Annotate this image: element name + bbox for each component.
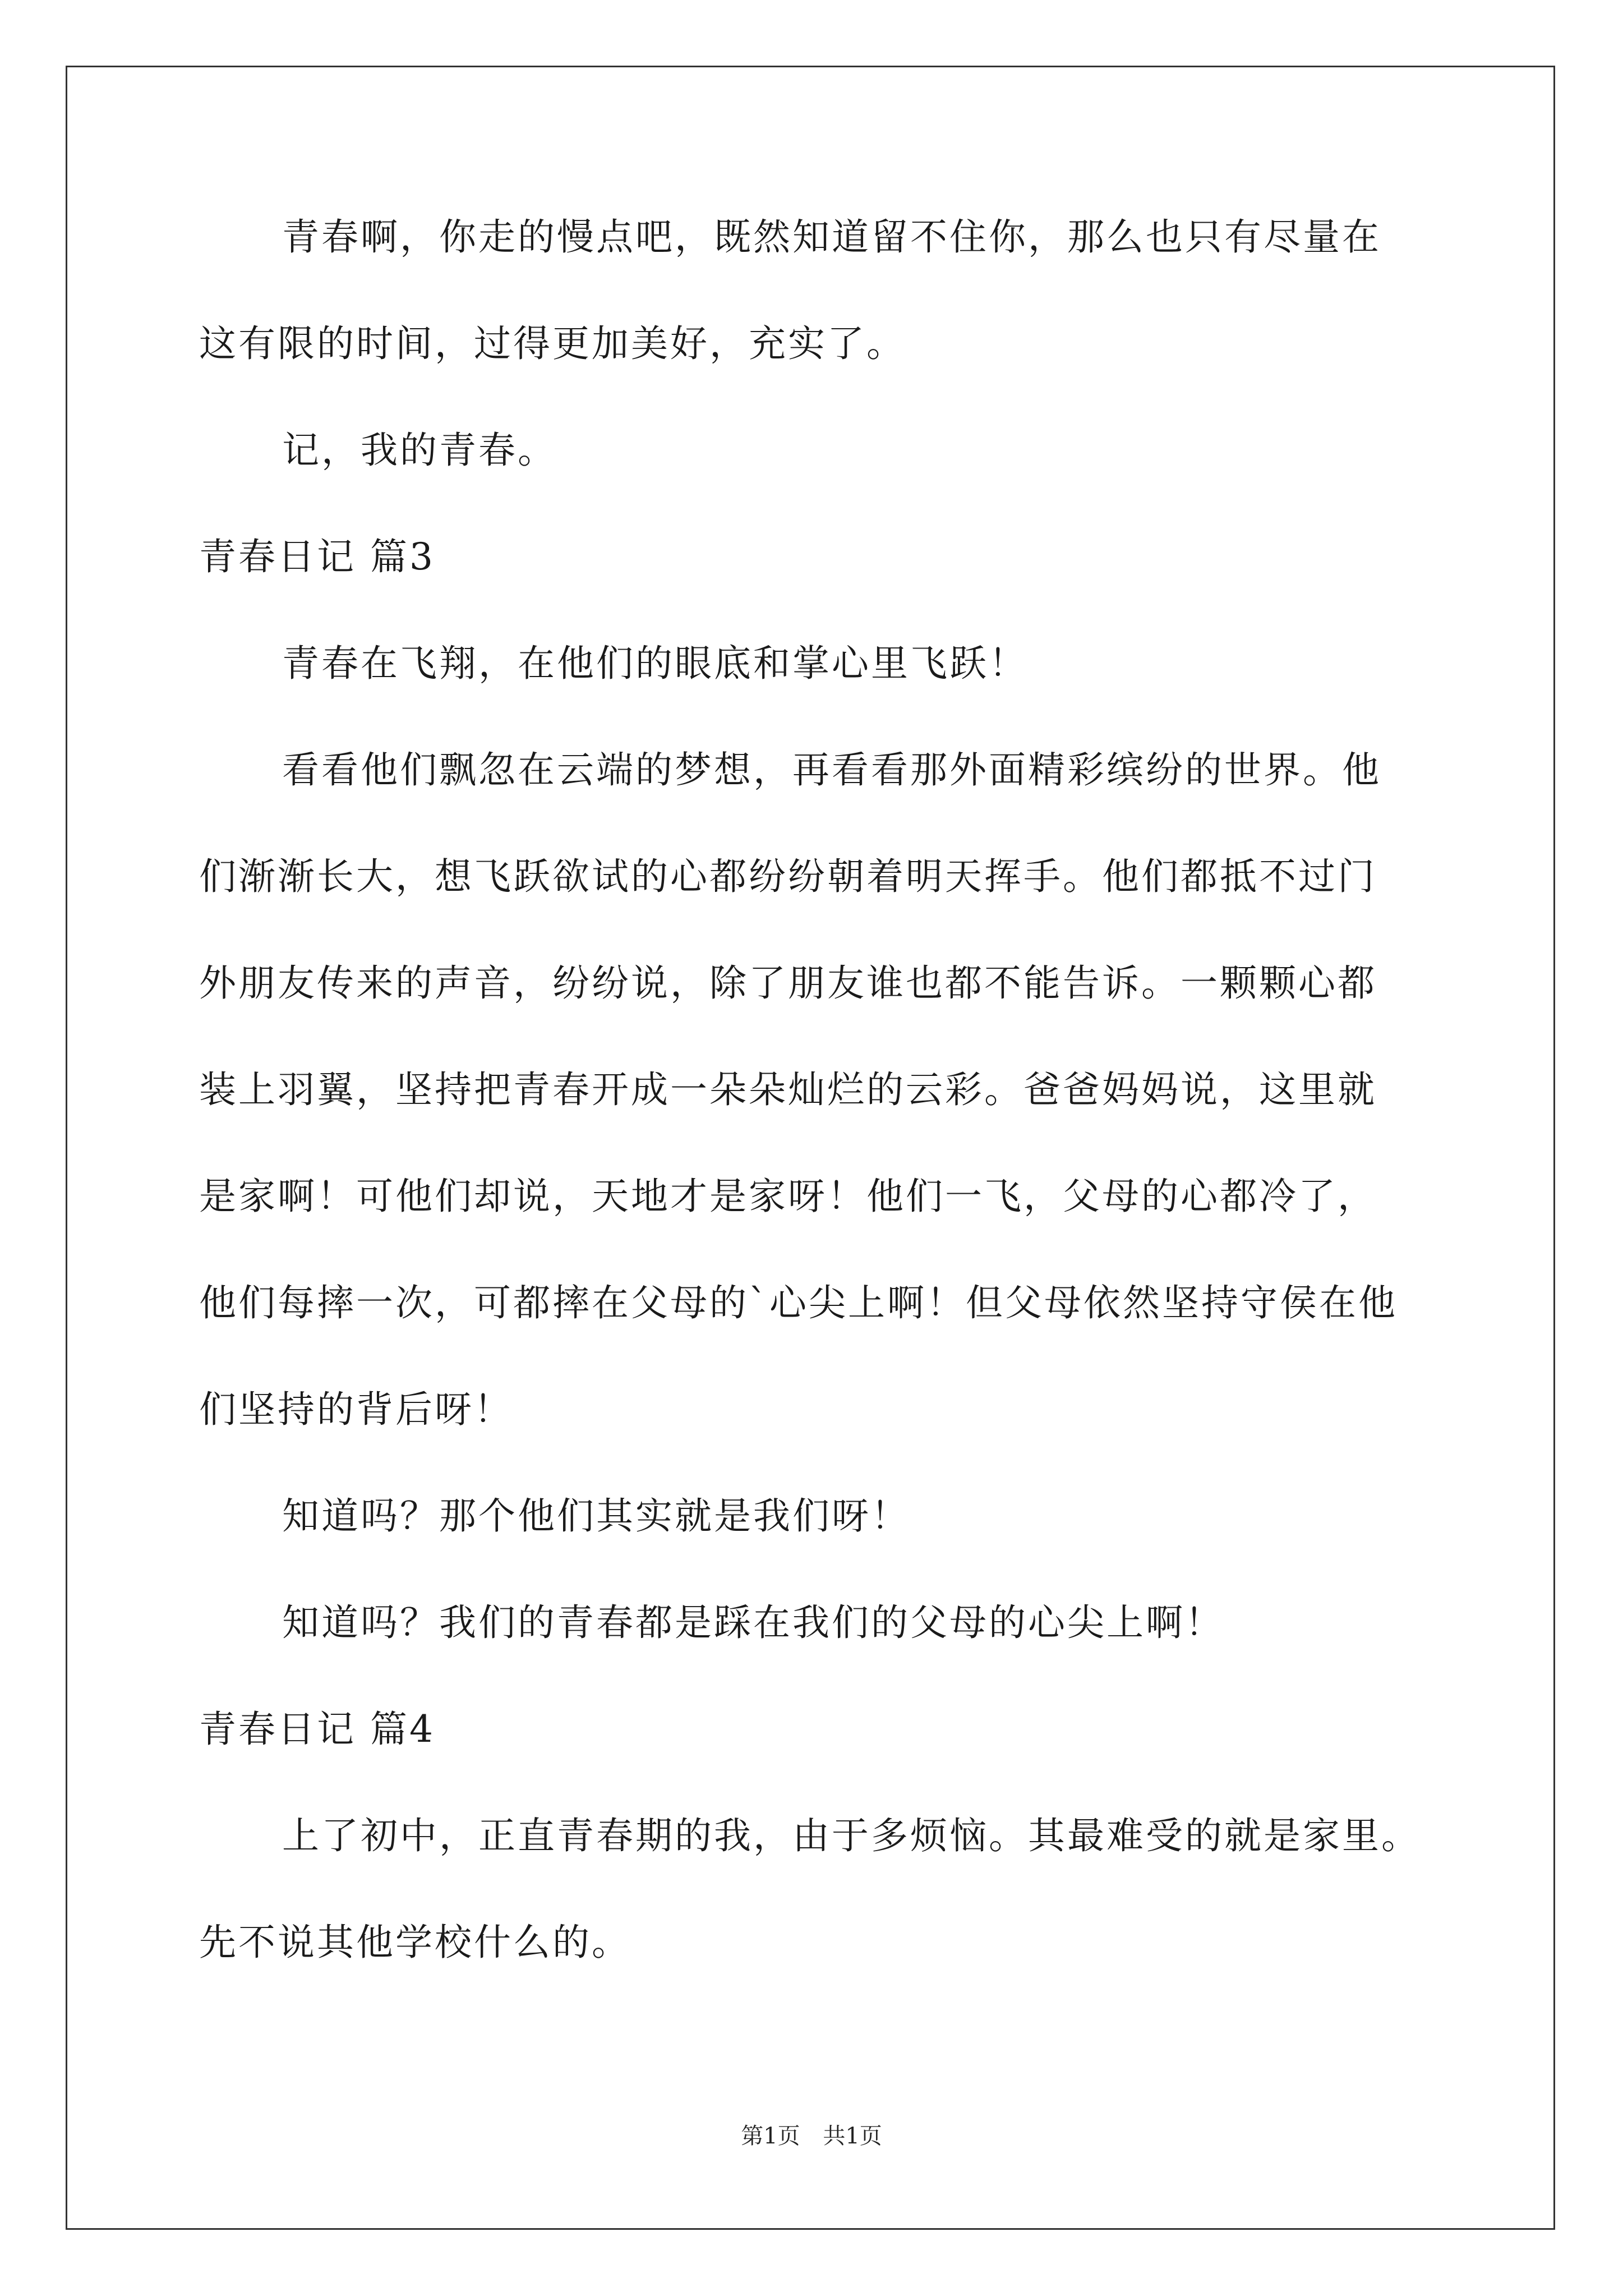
page-border: [66, 66, 1555, 2230]
paragraph-line: 记，我的青春。: [282, 429, 557, 472]
paragraph-line: 上了初中，正直青春期的我，由于多烦恼。其最难受的就是家里。: [282, 1814, 1421, 1857]
paragraph-line: 青春啊，你走的慢点吧，既然知道留不住你，那么也只有尽量在: [282, 215, 1381, 259]
paragraph-line: 青春在飞翔，在他们的眼底和掌心里飞跃！: [282, 642, 1028, 685]
section-heading: 青春日记 篇4: [199, 1708, 435, 1751]
paragraph-line: 知道吗？我们的青春都是踩在我们的父母的心尖上啊！: [282, 1601, 1224, 1644]
paragraph-line: 是家啊！可他们却说，天地才是家呀！他们一飞，父母的心都冷了，: [199, 1175, 1377, 1218]
paragraph-line: 们渐渐长大，想飞跃欲试的心都纷纷朝着明天挥手。他们都抵不过门: [199, 855, 1377, 898]
paragraph-line: 装上羽翼，坚持把青春开成一朵朵灿烂的云彩。爸爸妈妈说，这里就: [199, 1068, 1377, 1111]
paragraph-line: 外朋友传来的声音，纷纷说，除了朋友谁也都不能告诉。一颗颗心都: [199, 961, 1377, 1005]
paragraph-line: 这有限的时间，过得更加美好，充实了。: [199, 322, 906, 365]
paragraph-line: 看看他们飘忽在云端的梦想，再看看那外面精彩缤纷的世界。他: [282, 748, 1381, 792]
page-footer: [0, 2119, 1623, 2153]
paragraph-line: 先不说其他学校什么的。: [199, 1921, 631, 1964]
page-number: 第1页: [741, 2123, 800, 2149]
page-total: 共1页: [823, 2123, 882, 2149]
section-heading: 青春日记 篇3: [199, 535, 435, 578]
paragraph-line: 知道吗？那个他们其实就是我们呀！: [282, 1494, 910, 1538]
paragraph-line: 他们每摔一次，可都摔在父母的`心尖上啊！但父母依然坚持守侯在他: [199, 1281, 1398, 1324]
paragraph-line: 们坚持的背后呀！: [199, 1388, 513, 1431]
